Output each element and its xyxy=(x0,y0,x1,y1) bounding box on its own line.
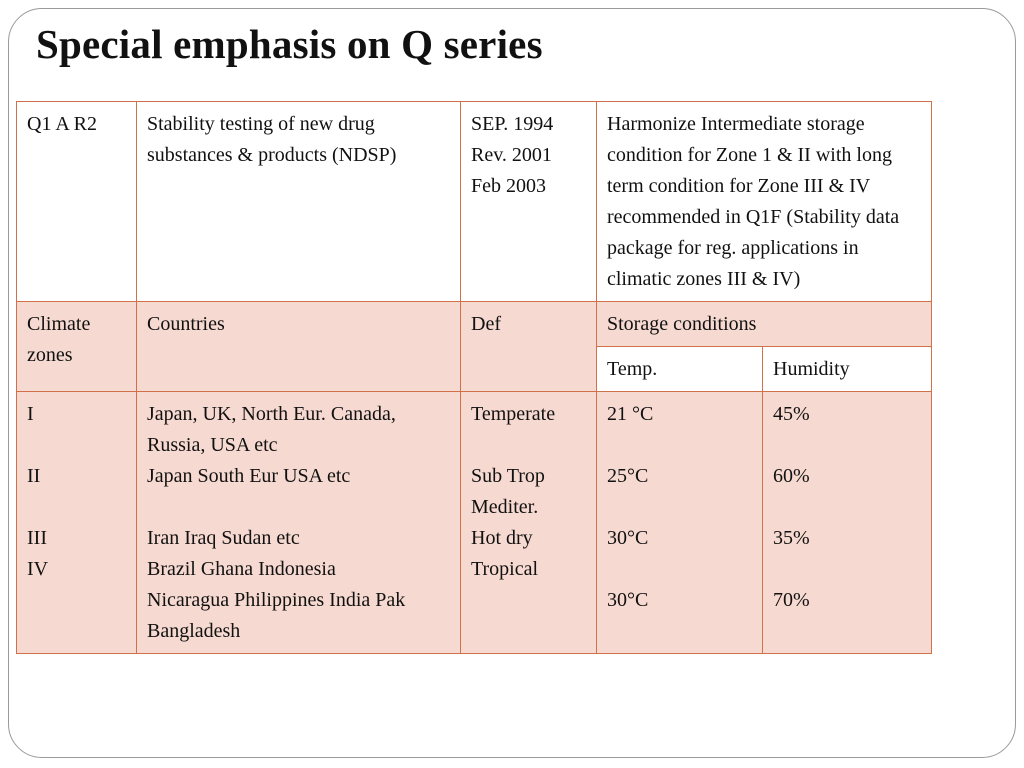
guideline-code: Q1 A R2 xyxy=(17,102,137,302)
def-zone-1: Temperate xyxy=(471,403,556,425)
zone-3: III xyxy=(27,527,47,549)
guideline-description: Harmonize Intermediate storage condition for Zone 1 & II with long term condition for Zone III & IV recommended in Q1F (Stability data package for reg. applications in climatic zones III & IV) xyxy=(597,102,932,302)
countries-column xyxy=(137,392,461,654)
temp-column xyxy=(597,392,763,654)
header-def: Def xyxy=(461,302,597,392)
countries-zone-4b: Nicaragua Philippines India Pak Bangladesh xyxy=(147,589,406,642)
zone-2: II xyxy=(27,465,41,487)
def-zone-3: Hot dry xyxy=(471,527,533,549)
date-revision: Rev. 2001 xyxy=(471,144,552,166)
header-humidity: Humidity xyxy=(763,347,932,392)
zones-row xyxy=(17,392,932,654)
def-zone-2a: Sub Trop xyxy=(471,465,545,487)
countries-zone-2: Japan South Eur USA etc xyxy=(147,465,351,487)
header-row xyxy=(17,302,932,347)
slide-title: Special emphasis on Q series xyxy=(36,21,543,67)
humidity-zone-4: 70% xyxy=(773,589,810,611)
temp-zone-4: 30°C xyxy=(607,589,649,611)
date-original: SEP. 1994 xyxy=(471,113,554,135)
date-final: Feb 2003 xyxy=(471,175,546,197)
countries-zone-1: Japan, UK, North Eur. Canada, Russia, USA etc xyxy=(147,403,396,456)
header-temp: Temp. xyxy=(597,347,763,392)
countries-zone-4a: Brazil Ghana Indonesia xyxy=(147,558,336,580)
humidity-zone-1: 45% xyxy=(773,403,810,425)
stability-table xyxy=(16,101,932,654)
guideline-topic: Stability testing of new drug substances & products (NDSP) xyxy=(137,102,461,302)
zone-1: I xyxy=(27,403,34,425)
guideline-dates xyxy=(461,102,597,302)
temp-zone-2: 25°C xyxy=(607,465,649,487)
zones-column xyxy=(17,392,137,654)
humidity-zone-3: 35% xyxy=(773,527,810,549)
def-zone-2b: Mediter. xyxy=(471,496,539,518)
header-storage-conditions: Storage conditions xyxy=(597,302,932,347)
zone-4: IV xyxy=(27,558,49,580)
temp-zone-1: 21 °C xyxy=(607,403,654,425)
guideline-row xyxy=(17,102,932,302)
humidity-zone-2: 60% xyxy=(773,465,810,487)
def-zone-4: Tropical xyxy=(471,558,539,580)
countries-zone-3: Iran Iraq Sudan etc xyxy=(147,527,300,549)
header-countries: Countries xyxy=(137,302,461,392)
humidity-column xyxy=(763,392,932,654)
temp-zone-3: 30°C xyxy=(607,527,649,549)
def-column xyxy=(461,392,597,654)
header-climate-zones: Climate zones xyxy=(17,302,137,392)
